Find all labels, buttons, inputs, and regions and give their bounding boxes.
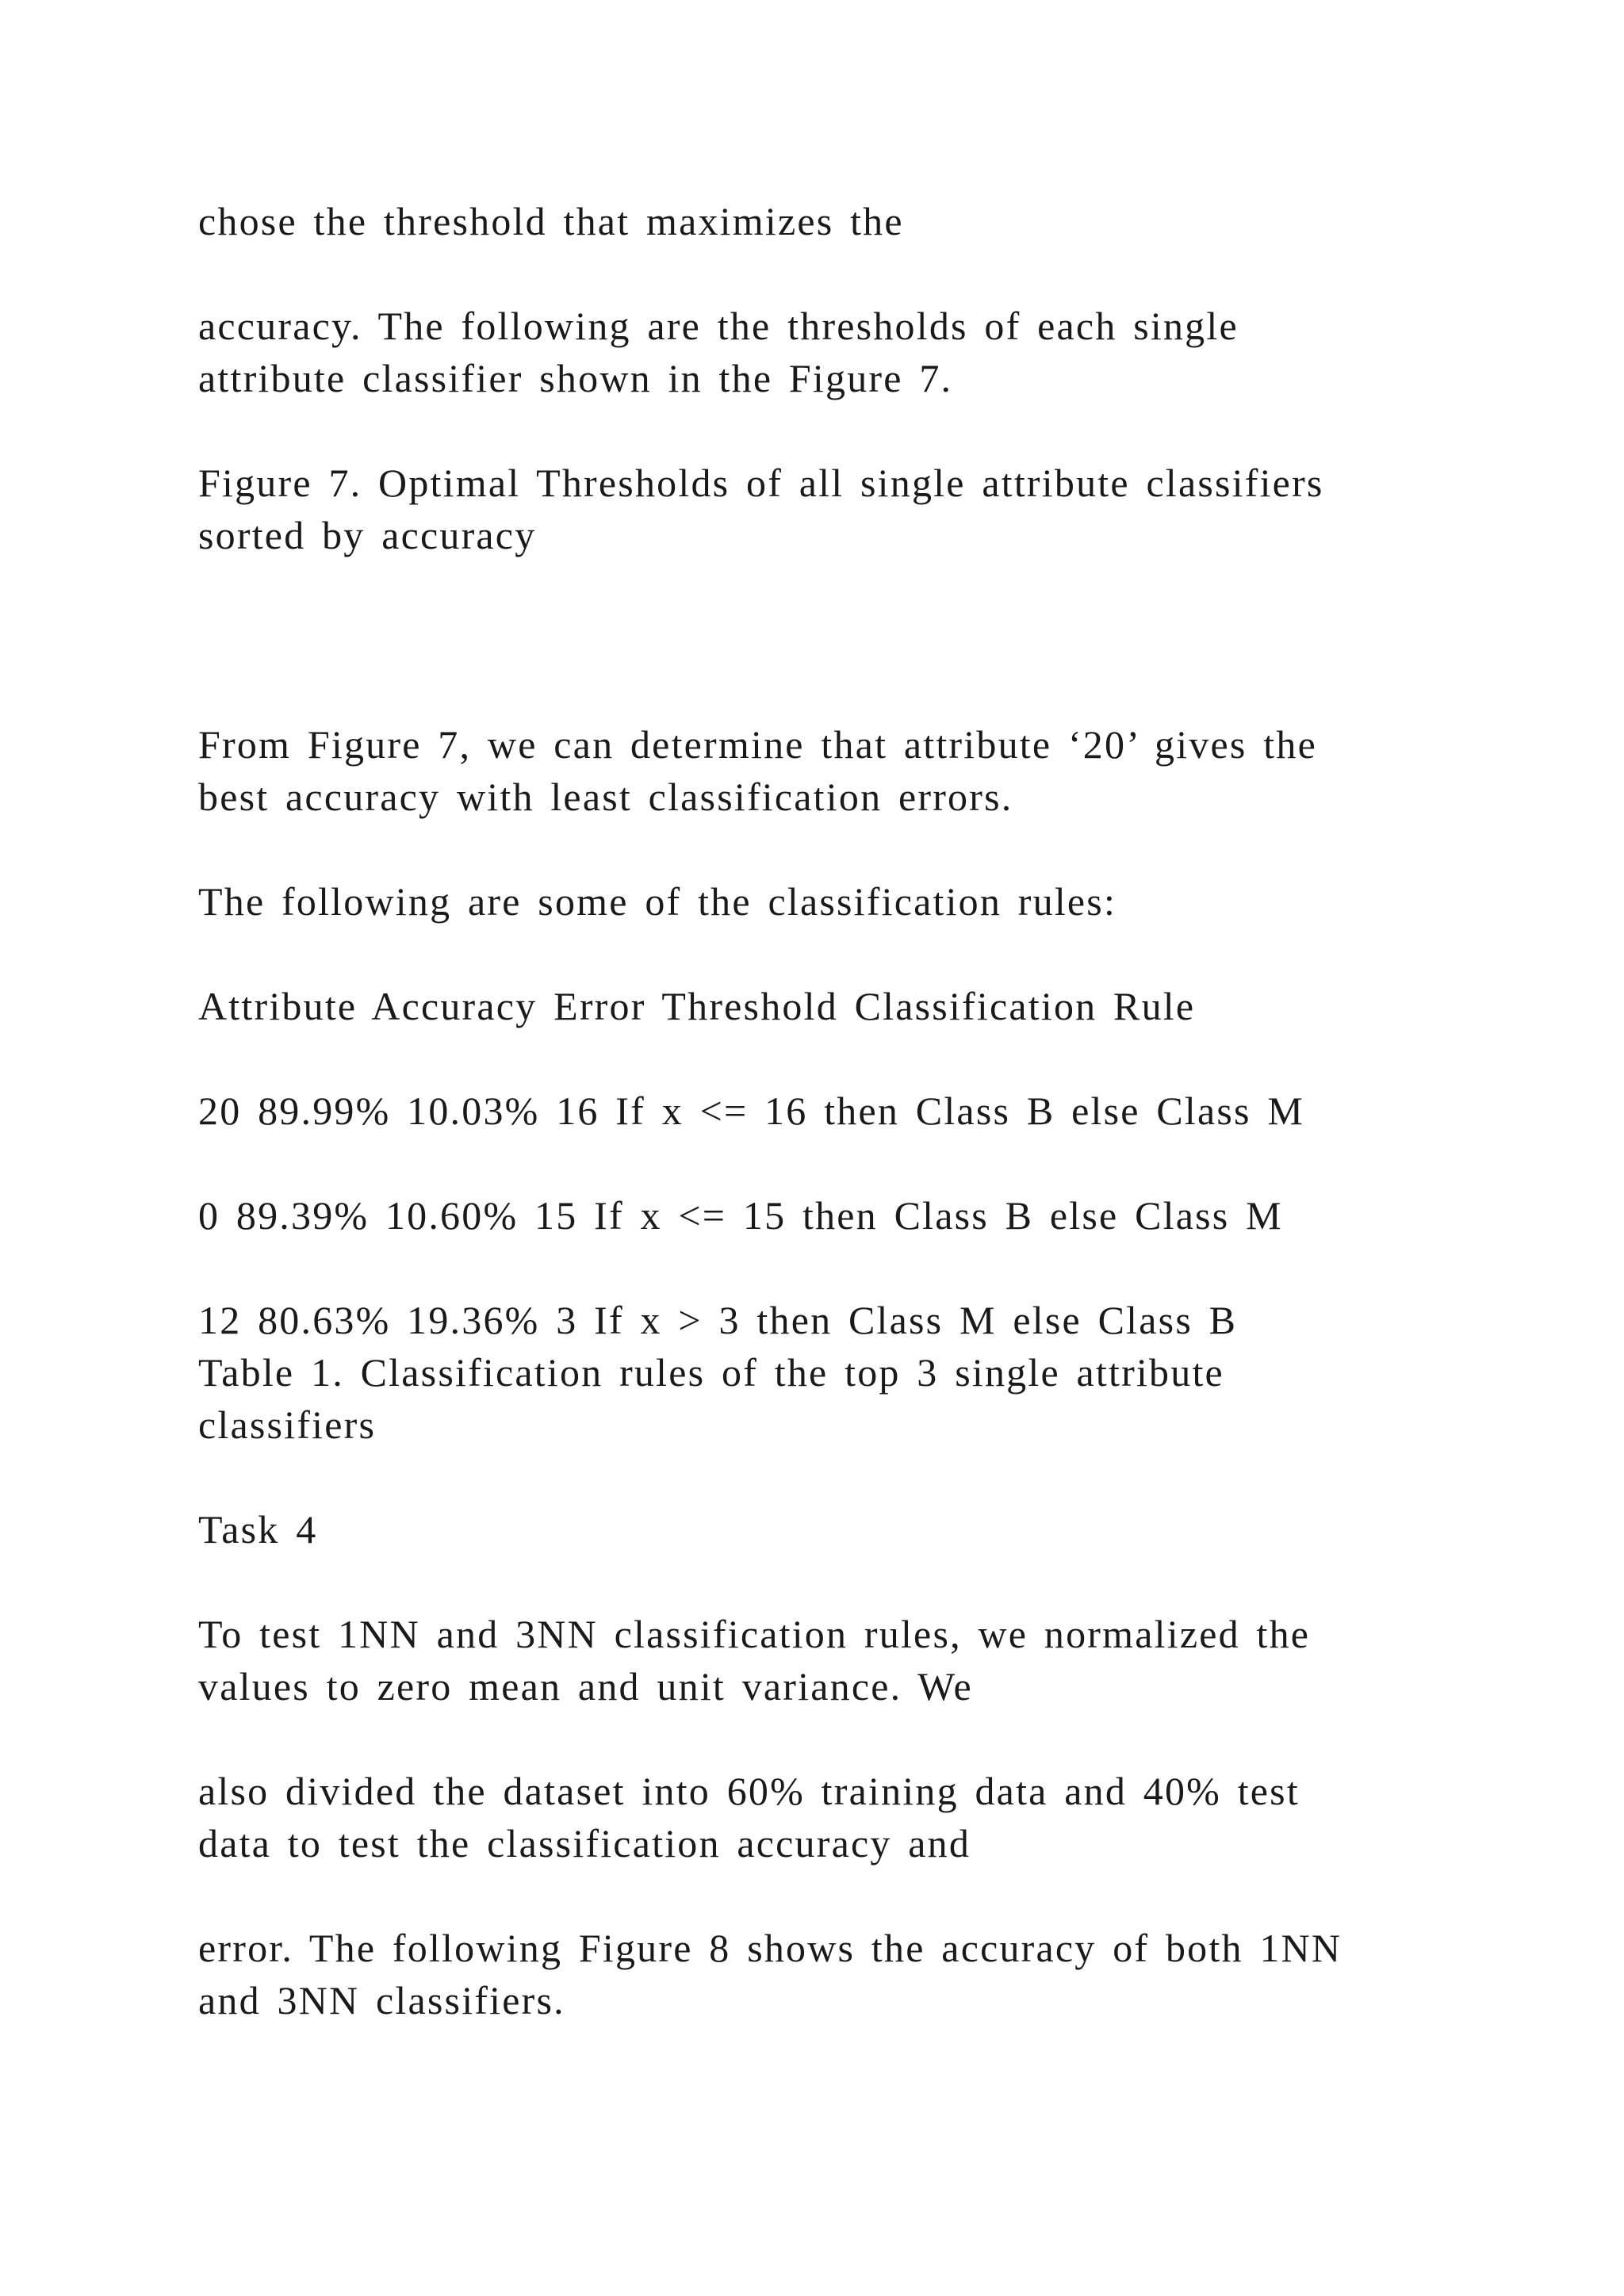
- paragraph-line: The following are some of the classification rules:: [198, 879, 1117, 924]
- paragraph-line: To test 1NN and 3NN classification rules, we normalized the: [198, 1612, 1311, 1656]
- paragraph-line: chose the threshold that maximizes the: [198, 199, 904, 243]
- table-caption: classifiers: [198, 1402, 377, 1447]
- paragraph-line: and 3NN classifiers.: [198, 1978, 565, 2022]
- table-row: 0 89.39% 10.60% 15 If x <= 15 then Class B else Class M: [198, 1193, 1283, 1238]
- section-heading: Task 4: [198, 1507, 318, 1552]
- paragraph-line: values to zero mean and unit variance. We: [198, 1664, 973, 1709]
- paragraph-line: also divided the dataset into 60% training data and 40% test: [198, 1769, 1300, 1813]
- paragraph-line: accuracy. The following are the thresholds of each single: [198, 304, 1239, 348]
- paragraph-line: attribute classifier shown in the Figure 7.: [198, 356, 953, 400]
- paragraph-line: error. The following Figure 8 shows the accuracy of both 1NN: [198, 1926, 1342, 1970]
- paragraph-line: best accuracy with least classification errors.: [198, 775, 1013, 819]
- figure-caption: Figure 7. Optimal Thresholds of all single attribute classifiers: [198, 461, 1324, 505]
- table-caption: Table 1. Classification rules of the top 3 single attribute: [198, 1350, 1224, 1395]
- paragraph-line: data to test the classification accuracy and: [198, 1821, 971, 1866]
- figure-caption: sorted by accuracy: [198, 513, 537, 557]
- table-row: 20 89.99% 10.03% 16 If x <= 16 then Class B else Class M: [198, 1089, 1305, 1133]
- paragraph-line: From Figure 7, we can determine that attribute ‘20’ gives the: [198, 722, 1317, 767]
- table-row: 12 80.63% 19.36% 3 If x > 3 then Class M else Class B: [198, 1298, 1238, 1342]
- table-header: Attribute Accuracy Error Threshold Classification Rule: [198, 984, 1196, 1028]
